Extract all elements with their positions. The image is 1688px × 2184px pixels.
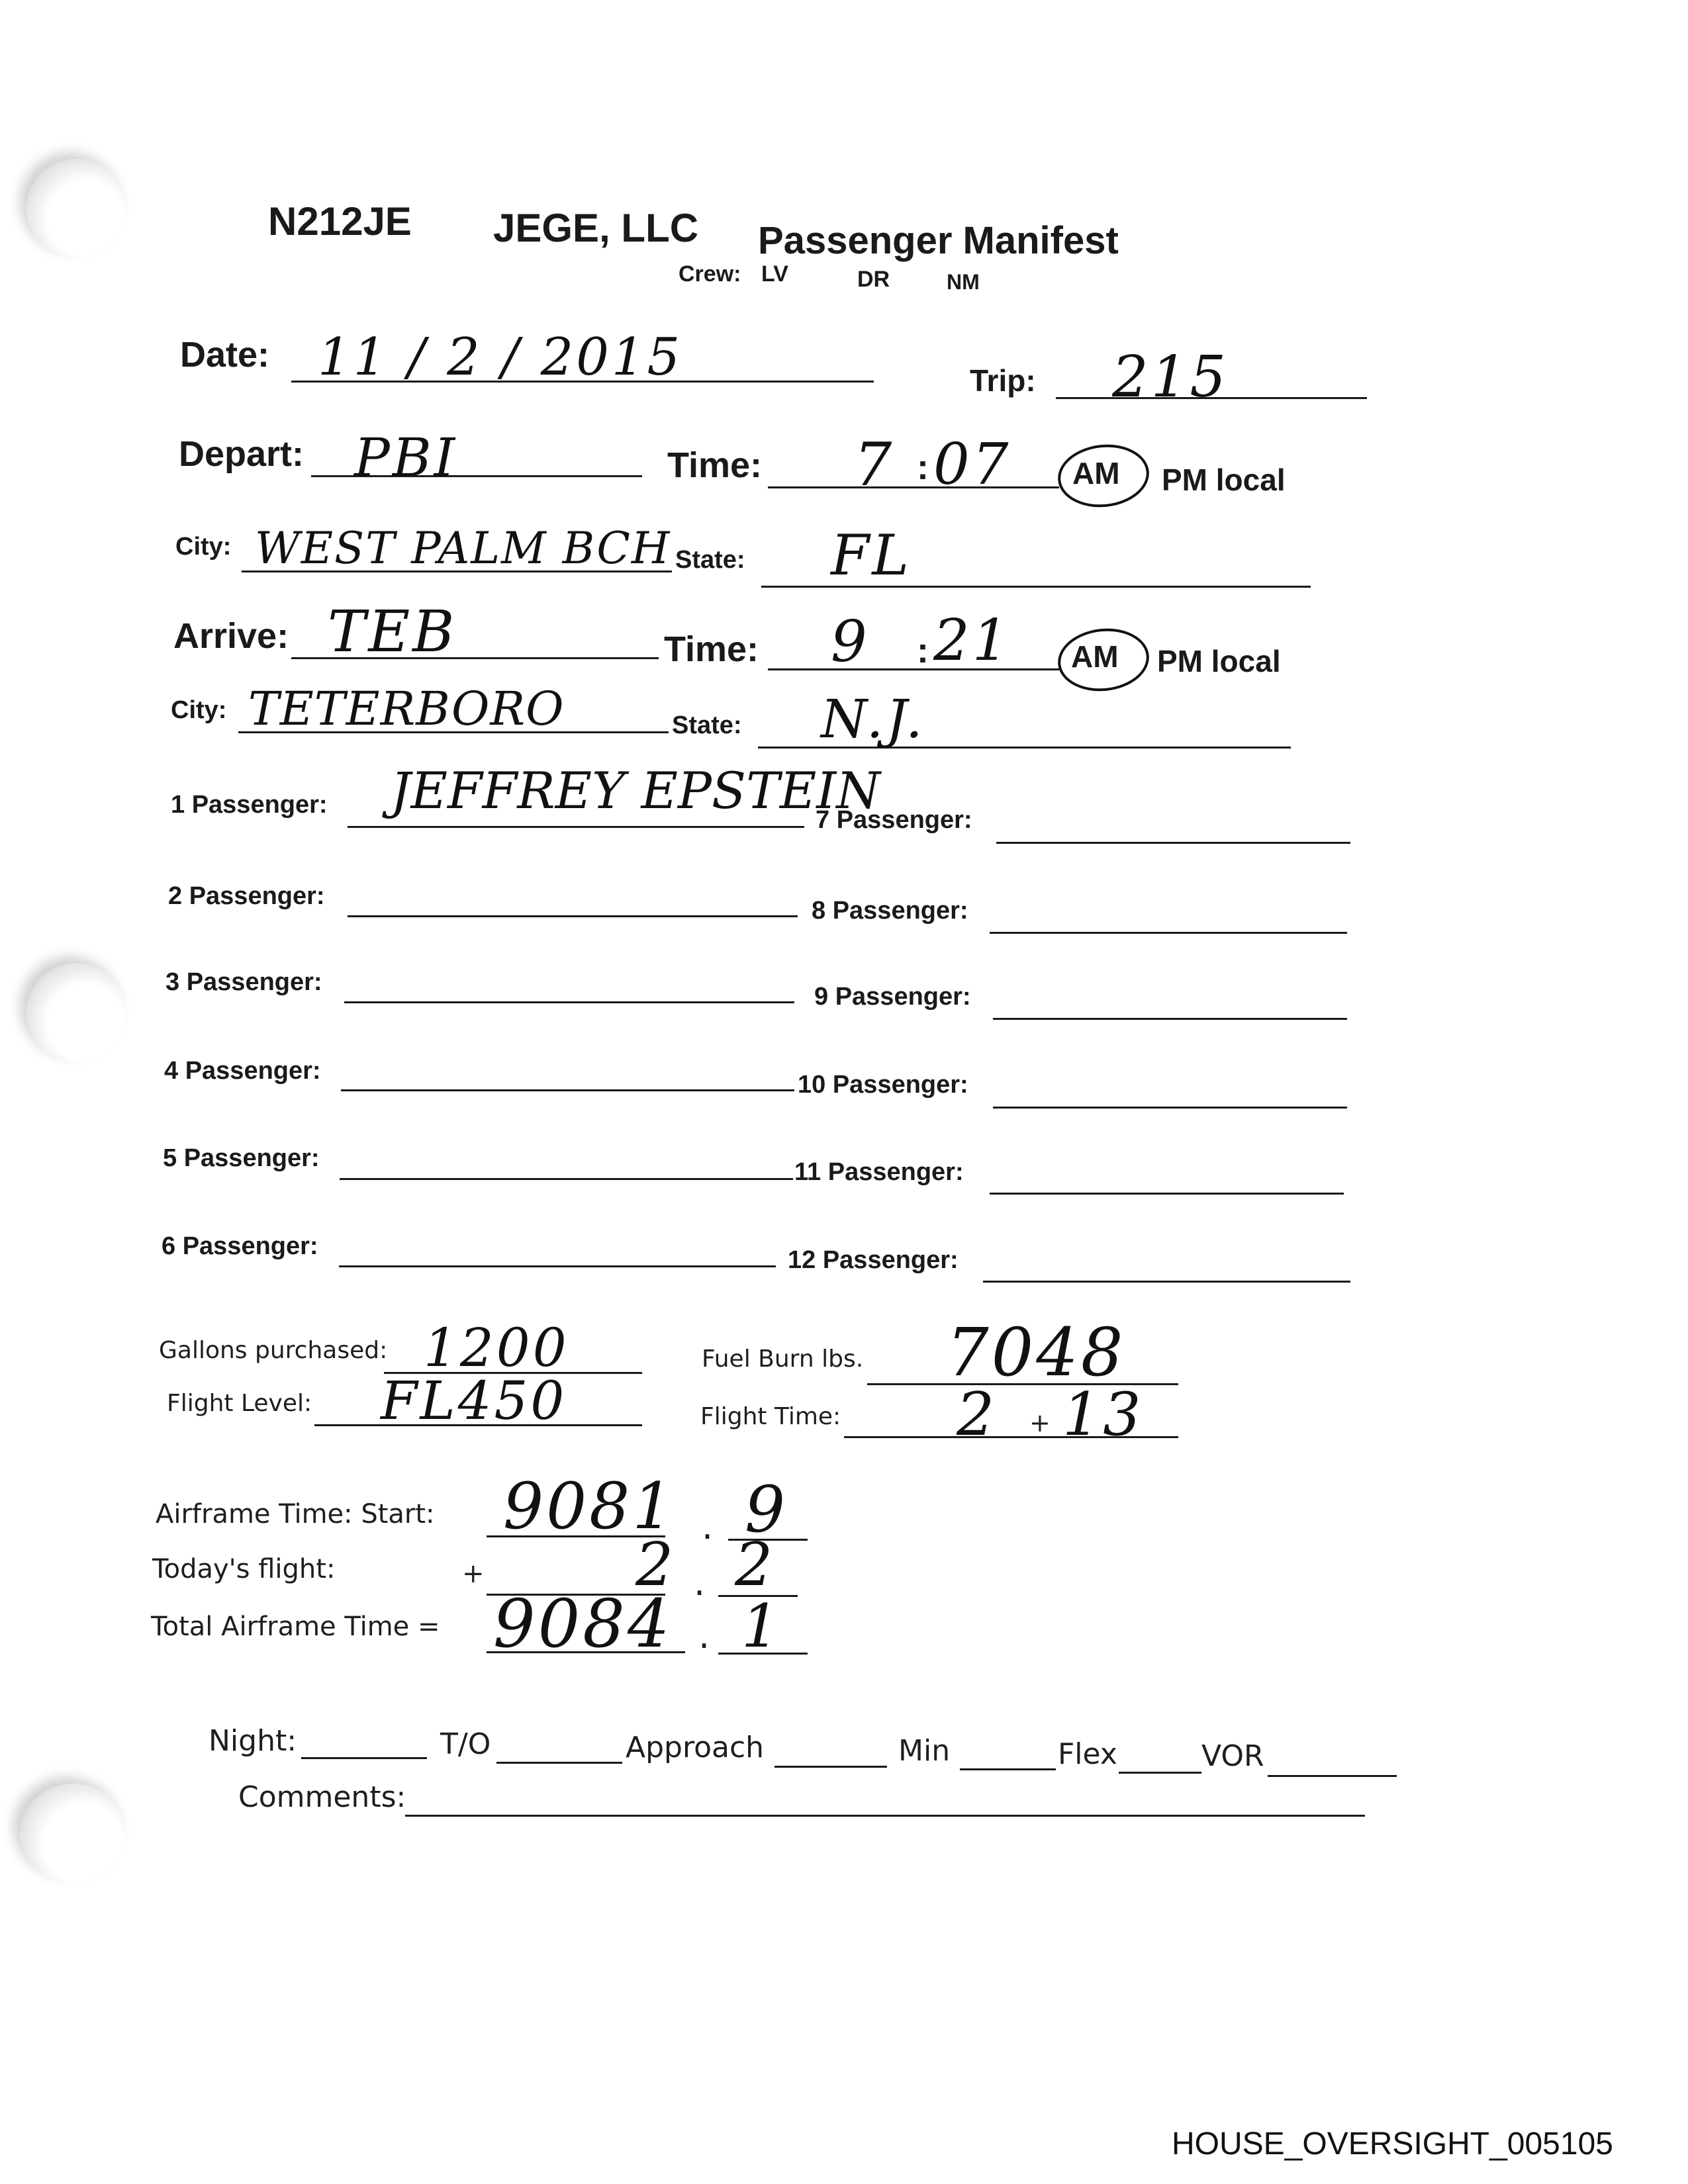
date-value[interactable]: 11 / 2 / 2015 bbox=[318, 328, 683, 387]
total-airframe-dec[interactable]: 1 bbox=[741, 1592, 782, 1661]
passenger-7-label: 7 Passenger: bbox=[816, 806, 972, 834]
trip-label: Trip: bbox=[970, 363, 1036, 398]
depart-state-label: State: bbox=[675, 546, 745, 574]
passenger-3-label: 3 Passenger: bbox=[165, 968, 322, 996]
vor-line bbox=[1268, 1775, 1397, 1777]
passenger-12-label: 12 Passenger: bbox=[788, 1246, 959, 1274]
passenger-7-line bbox=[996, 842, 1350, 844]
company-name: JEGE, LLC bbox=[493, 206, 699, 250]
depart-pm-local: PM local bbox=[1162, 463, 1286, 497]
arrive-city-label: City: bbox=[171, 696, 227, 724]
airframe-start-dot: . bbox=[702, 1506, 714, 1547]
min-line bbox=[960, 1768, 1056, 1770]
arrive-time-label: Time: bbox=[664, 629, 759, 669]
min-label: Min bbox=[898, 1734, 951, 1768]
arrive-time-hour[interactable]: 9 bbox=[831, 609, 870, 675]
crew-member: LV bbox=[761, 261, 788, 287]
date-label: Date: bbox=[180, 335, 270, 375]
passenger-4-line bbox=[341, 1089, 794, 1091]
night-line bbox=[301, 1757, 427, 1759]
depart-city-label: City: bbox=[175, 533, 232, 561]
tail-number: N212JE bbox=[268, 199, 412, 244]
passenger-5-label: 5 Passenger: bbox=[163, 1144, 320, 1172]
arrive-time-minute[interactable]: 21 bbox=[933, 608, 1011, 674]
passenger-11-label: 11 Passenger: bbox=[794, 1158, 964, 1186]
fuel-burn-label: Fuel Burn lbs. bbox=[702, 1345, 864, 1373]
hole-punch-bottom bbox=[20, 1784, 126, 1883]
comments-line bbox=[405, 1815, 1365, 1817]
depart-time-hour[interactable]: 7 bbox=[854, 430, 895, 500]
arrive-value[interactable]: TEB bbox=[328, 599, 457, 665]
depart-value[interactable]: PBI bbox=[354, 427, 458, 488]
passenger-9-line bbox=[993, 1018, 1347, 1020]
gallons-label: Gallons purchased: bbox=[159, 1337, 388, 1364]
airframe-start-label: Airframe Time: Start: bbox=[156, 1499, 435, 1529]
comments-label: Comments: bbox=[238, 1780, 406, 1814]
approach-line bbox=[774, 1766, 887, 1768]
passenger-6-label: 6 Passenger: bbox=[162, 1232, 318, 1260]
passenger-1-value[interactable]: JEFFREY EPSTEIN bbox=[391, 761, 880, 820]
todays-flight-int[interactable]: 2 bbox=[635, 1530, 677, 1600]
vor-label: VOR bbox=[1201, 1739, 1264, 1773]
night-label: Night: bbox=[209, 1724, 297, 1758]
flight-time-hours[interactable]: 2 bbox=[957, 1380, 998, 1449]
passenger-5-line bbox=[340, 1178, 793, 1180]
passenger-10-line bbox=[993, 1107, 1347, 1109]
total-airframe-int[interactable]: 9084 bbox=[493, 1585, 673, 1662]
flight-level-value[interactable]: FL450 bbox=[381, 1370, 567, 1432]
passenger-11-line bbox=[990, 1193, 1344, 1195]
passenger-6-line bbox=[339, 1265, 776, 1267]
to-line bbox=[496, 1762, 622, 1764]
total-airframe-label: Total Airframe Time = bbox=[151, 1612, 440, 1642]
airframe-start-int[interactable]: 9081 bbox=[503, 1469, 676, 1543]
todays-flight-dec[interactable]: 2 bbox=[735, 1530, 776, 1600]
gallons-value[interactable]: 1200 bbox=[424, 1317, 569, 1379]
crew-member: DR bbox=[857, 267, 890, 292]
passenger-2-label: 2 Passenger: bbox=[168, 882, 325, 910]
flight-time-plus: + bbox=[1029, 1408, 1051, 1437]
flight-time-label: Flight Time: bbox=[700, 1403, 841, 1430]
depart-time-label: Time: bbox=[667, 445, 763, 485]
arrive-time-colon: : bbox=[917, 631, 929, 670]
passenger-8-label: 8 Passenger: bbox=[812, 897, 968, 925]
depart-time-line bbox=[768, 486, 1059, 488]
to-label: T/O bbox=[440, 1727, 491, 1761]
arrive-am[interactable]: AM bbox=[1071, 639, 1119, 674]
crew-label: Crew: bbox=[679, 261, 741, 287]
arrive-state[interactable]: N.J. bbox=[821, 688, 925, 750]
trip-value[interactable]: 215 bbox=[1112, 344, 1229, 410]
arrive-city[interactable]: TETERBORO bbox=[248, 682, 565, 736]
arrive-pm-local: PM local bbox=[1157, 644, 1281, 678]
depart-am[interactable]: AM bbox=[1072, 456, 1120, 490]
total-airframe-dot: . bbox=[698, 1615, 710, 1657]
passenger-1-label: 1 Passenger: bbox=[171, 791, 328, 819]
passenger-12-line bbox=[983, 1281, 1350, 1283]
depart-label: Depart: bbox=[179, 434, 305, 474]
airframe-start-dec[interactable]: 9 bbox=[745, 1473, 788, 1547]
crew-member: NM bbox=[947, 270, 980, 294]
flight-level-label: Flight Level: bbox=[167, 1390, 312, 1417]
passenger-9-label: 9 Passenger: bbox=[814, 983, 971, 1011]
hole-punch-middle bbox=[26, 963, 126, 1062]
fuel-burn-value[interactable]: 7048 bbox=[947, 1314, 1126, 1391]
todays-flight-dot: . bbox=[694, 1562, 706, 1604]
todays-flight-plus: + bbox=[462, 1559, 485, 1589]
passenger-10-label: 10 Passenger: bbox=[798, 1071, 968, 1099]
hole-punch-top bbox=[26, 159, 126, 258]
todays-flight-label: Today's flight: bbox=[152, 1554, 336, 1584]
passenger-4-label: 4 Passenger: bbox=[164, 1057, 321, 1085]
passenger-3-line bbox=[344, 1001, 794, 1003]
passenger-8-line bbox=[990, 932, 1347, 934]
depart-time-minute[interactable]: 07 bbox=[933, 432, 1011, 498]
form-title: Passenger Manifest bbox=[758, 219, 1119, 262]
flight-time-minutes[interactable]: 13 bbox=[1062, 1380, 1144, 1449]
depart-city[interactable]: WEST PALM BCH bbox=[255, 523, 671, 574]
arrive-state-label: State: bbox=[672, 711, 742, 739]
arrive-time-line bbox=[768, 668, 1059, 670]
depart-time-colon: : bbox=[917, 447, 929, 487]
passenger-2-line bbox=[348, 915, 798, 917]
passenger-1-line bbox=[348, 826, 804, 828]
flex-line bbox=[1119, 1772, 1201, 1774]
flex-label: Flex bbox=[1058, 1737, 1117, 1771]
bates-number: HOUSE_OVERSIGHT_005105 bbox=[1172, 2126, 1613, 2161]
depart-state[interactable]: FL bbox=[831, 523, 912, 588]
approach-label: Approach bbox=[626, 1731, 765, 1764]
arrive-label: Arrive: bbox=[173, 616, 289, 656]
